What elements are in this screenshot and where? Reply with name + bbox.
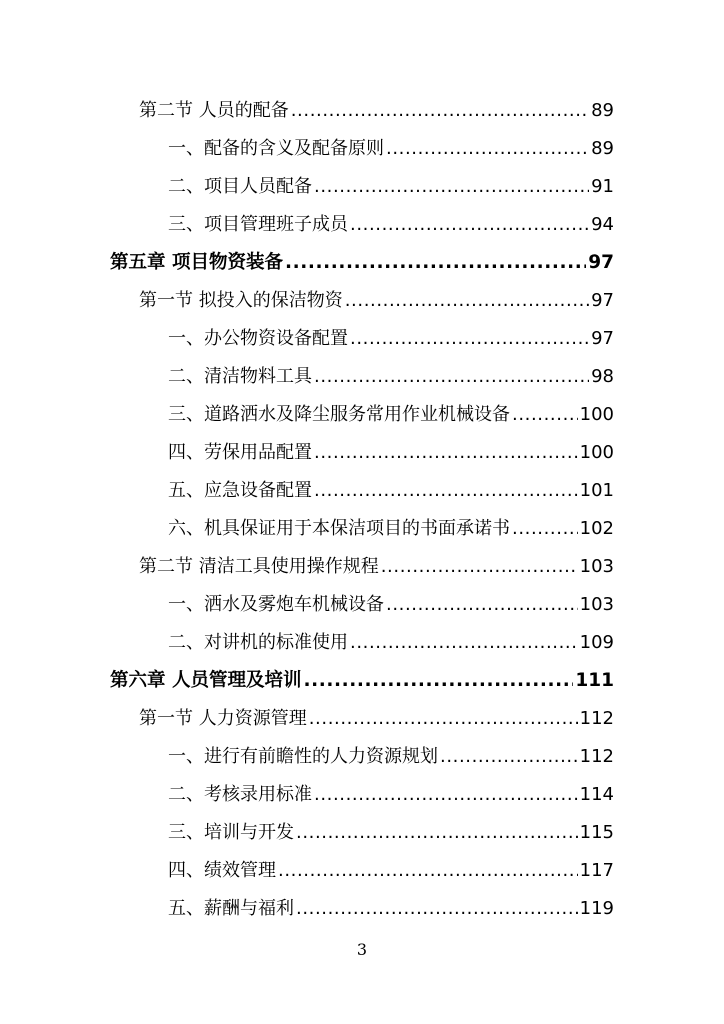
toc-dot-leader — [314, 168, 589, 206]
toc-entry-page: 109 — [578, 624, 614, 662]
toc-subsection-entry[interactable] — [168, 206, 614, 244]
toc-entry-page: 98 — [589, 358, 614, 396]
toc-entry-page: 97 — [589, 282, 614, 320]
toc-entry-title: 第二节 清洁工具使用操作规程 — [139, 548, 381, 586]
toc-entry-page: 115 — [578, 814, 614, 852]
toc-chapter-entry[interactable] — [110, 244, 614, 282]
toc-entry-page: 112 — [578, 738, 614, 776]
toc-subsection-entry[interactable] — [168, 814, 614, 852]
toc-entry-title: 二、对讲机的标准使用 — [168, 624, 350, 662]
toc-dot-leader — [309, 700, 578, 738]
toc-dot-leader — [440, 738, 578, 776]
toc-entry-page: 102 — [578, 510, 614, 548]
toc-entry-title: 第一节 拟投入的保洁物资 — [139, 282, 345, 320]
toc-entry-page: 103 — [578, 548, 614, 586]
toc-subsection-entry[interactable] — [168, 586, 614, 624]
toc-entry-title: 五、应急设备配置 — [168, 472, 314, 510]
toc-section-entry[interactable] — [139, 282, 614, 320]
toc-subsection-entry[interactable] — [168, 168, 614, 206]
toc-entry-title: 三、培训与开发 — [168, 814, 296, 852]
toc-entry-title: 三、项目管理班子成员 — [168, 206, 350, 244]
toc-dot-leader — [314, 776, 578, 814]
toc-entry-page: 117 — [578, 852, 614, 890]
toc-dot-leader — [314, 434, 578, 472]
toc-entry-page: 97 — [589, 320, 614, 358]
toc-entry-page: 94 — [589, 206, 614, 244]
toc-entry-page: 114 — [578, 776, 614, 814]
toc-entry-page: 100 — [578, 434, 614, 472]
toc-subsection-entry[interactable] — [168, 738, 614, 776]
toc-section-entry[interactable] — [139, 92, 614, 130]
toc-dot-leader — [350, 206, 589, 244]
toc-subsection-entry[interactable] — [168, 510, 614, 548]
toc-entry-title: 四、劳保用品配置 — [168, 434, 314, 472]
toc-dot-leader — [345, 282, 589, 320]
toc-dot-leader — [303, 662, 573, 700]
toc-dot-leader — [512, 396, 578, 434]
toc-subsection-entry[interactable] — [168, 890, 614, 928]
toc-dot-leader — [350, 320, 589, 358]
toc-entry-title: 一、办公物资设备配置 — [168, 320, 350, 358]
toc-subsection-entry[interactable] — [168, 396, 614, 434]
toc-dot-leader — [314, 358, 589, 396]
toc-dot-leader — [512, 510, 578, 548]
toc-chapter-entry[interactable] — [110, 662, 614, 700]
toc-entry-title: 第二节 人员的配备 — [139, 92, 291, 130]
toc-entry-page: 103 — [578, 586, 614, 624]
toc-entry-title: 第五章 项目物资装备 — [110, 244, 285, 282]
toc-dot-leader — [386, 130, 589, 168]
toc-entry-title: 第一节 人力资源管理 — [139, 700, 309, 738]
toc-entry-title: 三、道路洒水及降尘服务常用作业机械设备 — [168, 396, 512, 434]
toc-entry-title: 一、配备的含义及配备原则 — [168, 130, 386, 168]
toc-dot-leader — [296, 890, 578, 928]
toc-subsection-entry[interactable] — [168, 472, 614, 510]
toc-subsection-entry[interactable] — [168, 320, 614, 358]
toc-entry-page: 111 — [573, 662, 614, 700]
toc-entry-page: 100 — [578, 396, 614, 434]
toc-entry-page: 112 — [578, 700, 614, 738]
toc-entry-page: 101 — [578, 472, 614, 510]
toc-entry-page: 97 — [586, 244, 614, 282]
toc-entry-title: 五、薪酬与福利 — [168, 890, 296, 928]
toc-entry-title: 四、绩效管理 — [168, 852, 278, 890]
toc-section-entry[interactable] — [139, 548, 614, 586]
toc-entry-title: 第六章 人员管理及培训 — [110, 662, 303, 700]
toc-subsection-entry[interactable] — [168, 434, 614, 472]
toc-dot-leader — [278, 852, 578, 890]
toc-dot-leader — [296, 814, 578, 852]
toc-section-entry[interactable] — [139, 700, 614, 738]
page-number: 3 — [356, 940, 368, 959]
toc-entry-title: 二、考核录用标准 — [168, 776, 314, 814]
toc-entry-page: 119 — [578, 890, 614, 928]
toc-dot-leader — [350, 624, 578, 662]
toc-dot-leader — [291, 92, 589, 130]
toc-subsection-entry[interactable] — [168, 776, 614, 814]
toc-subsection-entry[interactable] — [168, 130, 614, 168]
toc-subsection-entry[interactable] — [168, 358, 614, 396]
toc-dot-leader — [285, 244, 586, 282]
toc-subsection-entry[interactable] — [168, 852, 614, 890]
toc-dot-leader — [386, 586, 578, 624]
toc-entry-page: 91 — [589, 168, 614, 206]
toc-subsection-entry[interactable] — [168, 624, 614, 662]
toc-entry-title: 二、项目人员配备 — [168, 168, 314, 206]
toc-dot-leader — [381, 548, 578, 586]
toc-dot-leader — [314, 472, 578, 510]
toc-entry-title: 六、机具保证用于本保洁项目的书面承诺书 — [168, 510, 512, 548]
toc-entry-page: 89 — [589, 130, 614, 168]
toc-entry-title: 一、进行有前瞻性的人力资源规划 — [168, 738, 440, 776]
table-of-contents — [0, 92, 724, 928]
toc-entry-page: 89 — [589, 92, 614, 130]
toc-entry-title: 二、清洁物料工具 — [168, 358, 314, 396]
toc-entry-title: 一、洒水及雾炮车机械设备 — [168, 586, 386, 624]
